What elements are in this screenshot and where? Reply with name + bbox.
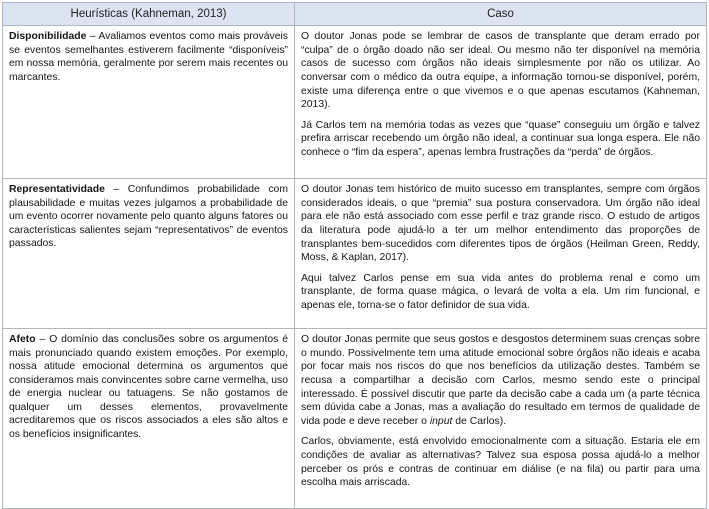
heuristic-cell [3,179,295,329]
table-header [3,3,707,26]
case-cell [295,26,707,179]
case-paragraph: Aqui talvez Carlos pense em sua vida antes do problema renal e como um transplante, de forma quase mágica, o levará de volta a ela. Um rim funcional, e apenas ele, torna-se o fator definidor de sua vida. [301,272,700,311]
heuristic-description: Avaliamos eventos como mais prováveis se eventos semelhantes estiverem facilmente “disponíveis” em nossa memória, geralmente por serem mais recentes ou marcantes. [9,31,288,83]
heuristics-cases-table [2,2,707,509]
case-paragraph: O doutor Jonas pode se lembrar de casos de transplante que deram errado por “culpa” de o órgão doado não ser ideal. Ou mesmo não ter disponível na memória casos de sucesso com órgãos não ideais simplesmente por não os utilizar. Ao conversar com o médico da outra equipe, a informação tornou-se disponível, porém, existe uma diferença entre o que vivemos e o que apenas escutamos (Kahneman, 2013). [301,31,700,111]
heuristic-paragraph [9,30,288,84]
case-cell [295,179,707,329]
case-cell [295,329,707,509]
case-paragraph: Carlos, obviamente, está envolvido emocionalmente com a situação. Estaria ele em condições de avaliar as alternativas? Talvez sua esposa possa ajudá-lo a melhor perceber os prós e contras de continuar em diálise (e na fila) ou partir para uma escolha mais arriscada. [301,436,700,489]
case-paragraph: O doutor Jonas permite que seus gostos e desgostos determinem suas crenças sobre o mundo. Possivelmente tem uma atitude emocional sobre órgãos não ideais e acaba por focar mais nos riscos do que nos benefícios da utilização destes. Também se recusa a compartilhar a decisão com Carlos, mesmo sendo este o principal interessado. É possível discutir que parte da decisão cabe a cada um (a parte técnica sem dúvida cabe a Jonas, mas a avaliação do resultado em termos de qualidade de vida pode e deve receber o input de Carlos). [301,334,700,427]
heuristic-term: Disponibilidade [9,31,87,42]
heuristic-dash: – [35,334,50,345]
case-paragraph: O doutor Jonas tem histórico de muito sucesso em transplantes, sempre com órgãos considerados ideais, o que “premia” sua postura conservadora. Um órgão não ideal para ele não está associado com esse perfil e traz grande risco. O estudo de artigos da literatura pode ajudá-lo a ter um melhor entendimento das proporções de transplantes bem-sucedidos com diferentes tipos de órgãos (Heilman Green, Reddy, Moss, & Kaplan, 2017). [301,184,700,264]
heuristic-dash: – [86,31,99,42]
heuristic-term: Afeto [9,334,36,345]
table-row [3,26,707,179]
heuristic-description: Confundimos probabilidade com plausabilidade e muitas vezes julgamos a probabilidade de um evento ocorrer novamente pelo quanto alguns fatores ou características salientes sejam “representativos” de eventos passados. [9,184,288,250]
heuristic-dash: – [104,184,128,195]
emphasis-text: input [429,415,453,427]
column-header-case: Caso [295,3,707,26]
table-body [3,26,707,509]
heuristic-paragraph [9,183,288,251]
heuristic-cell [3,329,295,509]
column-header-heuristics: Heurísticas (Kahneman, 2013) [3,3,295,26]
heuristic-description: O domínio das conclusões sobre os argumentos é mais pronunciado quando existem emoções. Por exemplo, nossa atitude emocional determina os argumentos que consideramos mais convincentes sobre carne vermelha, uso de energia nuclear ou tatuagens. Se não gostamos de qualquer um desses elementos, provavelmente acreditaremos que os riscos associados a eles são altos e os benefícios insignificantes. [9,334,289,440]
document-page [0,2,709,506]
table-row [3,179,707,329]
case-paragraph: Já Carlos tem na memória todas as vezes que “quase” conseguiu um órgão e talvez prefira arriscar recebendo um órgão não ideal, a continuar sua longa espera. Ele não conhece o “fim da espera”, apenas lembra frustrações da “perda” de órgãos. [301,119,700,158]
heuristic-paragraph [9,333,288,441]
table-row [3,329,707,509]
heuristic-cell [3,26,295,179]
table-header-row [3,3,707,26]
heuristic-term: Representatividade [9,184,105,195]
